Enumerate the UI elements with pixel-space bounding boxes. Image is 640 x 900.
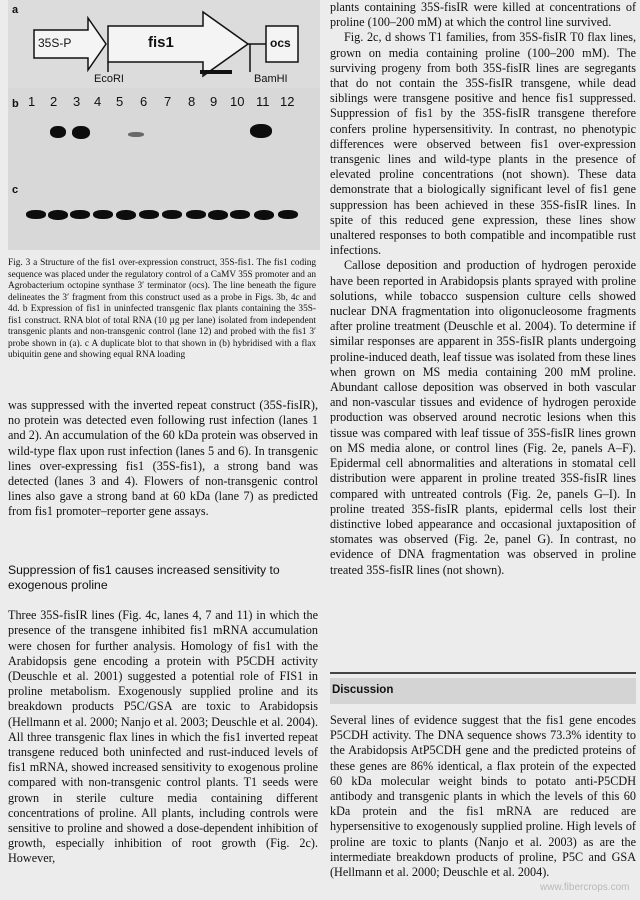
figure-panel-b xyxy=(8,88,320,180)
discussion-heading: Discussion xyxy=(332,684,394,696)
blot-band xyxy=(208,210,228,220)
terminator-label: ocs xyxy=(270,36,291,50)
gene-label: fis1 xyxy=(148,34,174,51)
lane-number: 11 xyxy=(256,94,270,109)
watermark: www.fibercrops.com xyxy=(540,882,630,893)
left-paragraph-2 xyxy=(8,596,318,879)
lane-number: 3 xyxy=(73,94,81,109)
lane-number: 8 xyxy=(188,94,196,109)
blot-band xyxy=(139,210,159,219)
discussion-body xyxy=(330,713,636,880)
discussion-paragraph: Several lines of evidence suggest that the fis1 gene encodes P5CDH activity. The DNA sequence shows 73.3% identity to the Arabidopsis AtP5CDH gene and the predicted proteins of these genes are 86% identical, a flax protein of the expected 60 kDa molecular weight binds to potato anti-P5CDH antibody and transgenic plants in which the levels of this 60 kDa protein and the fis1 mRNA are reduced are hypersensitive to exogenously supplied proline. High levels of proline are toxic to plants (Nanjo et al. 2003) as are the intermediate breakdown products of proline, P5C and GSA (Hellmann et al. 2000; Deuschle et al. 2004). xyxy=(330,713,636,880)
lane-number: 2 xyxy=(50,94,58,109)
lane-number: 10 xyxy=(230,94,245,109)
blot-band xyxy=(116,210,136,220)
blot-band xyxy=(186,210,206,219)
promoter-label: 35S-P xyxy=(38,36,72,50)
lane-number: 5 xyxy=(116,94,124,109)
blot-band xyxy=(50,126,66,138)
paragraph-text: Three 35S-fisIR lines (Fig. 4c, lanes 4, 7 and 11) in which the presence of the transgene inhibited fis1 mRNA accumulation were chosen for further analysis. Homology of fis1 with the Arabidopsis gene encoding a protein with P5CDH activity (Deuschle et al. 2001) suggested a potential role of FIS1 in proline metabolism. Exogenously supplied proline and its breakdown products P5C/GSA are toxic to Arabidopsis (Hellmann et al. 2000; Nanjo et al. 2003; Deuschle et al. 2004). All three transgenic flax lines in which the fis1 inverted repeat transgene reduced both uninfected and rust-induced levels of fis1 mRNA, showed increased sensitivity to exogenous proline compared with non-transgenic control plants. T1 seeds were grown in sterile culture media containing different concentrations of proline. All plants, including controls were sensitive to proline and showed a dose-dependent inhibition of growth, especially inhibition of root growth (Fig. 2c). However, xyxy=(8,608,318,866)
blot-band xyxy=(128,132,144,137)
section-heading: Suppression of fis1 causes increased sensitivity to exogenous proline xyxy=(8,563,280,592)
paragraph-text: was suppressed with the inverted repeat construct (35S-fisIR), no protein was detected even following rust infection (lanes 1 and 2). An accumulation of the 60 kDa protein was observed in wild-type flax upon rust infection (lanes 5 and 6). In transgenic lines over-expressing fis1 (35S-fis1), a strong band was detected (lanes 3 and 4). Flowers of non-transgenic control lines also gave a strong band at 60 kDa (lane 7) as predicted from fis1 promoter–reporter gene assays. xyxy=(8,398,318,519)
figure-caption: Fig. 3 a Structure of the fis1 over-expression construct, 35S-fis1. The fis1 coding sequence was placed under the regulatory control of a CaMV 35S promoter and an Agrobacterium octopine synthase 3′ terminator (ocs). The line beneath the figure delineates the 3′ fragment from this construct used as a probe in Figs. 3b, 4c and 4d. b Expression of fis1 in uninfected transgenic flax plants containing the 35S-fis1 construct. RNA blot of total RNA (10 µg per lane) isolated from independent transgenic plants and non-transgenic control (lane 12) and probed with the fis1 3′ probe shown in (a). c A duplicate blot to that shown in (b) hybridised with a flax ubiquitin gene and showing equal RNA loading xyxy=(8,258,316,360)
panel-b-label: b xyxy=(12,98,19,110)
blot-band xyxy=(254,210,274,220)
right-paragraph-3: Callose deposition and production of hydrogen peroxide have been reported in Arabidopsis plants sprayed with proline solutions, while tobacco suspension culture cells showed nuclear DNA fragmentation into oligonucleosome fragments after proline treatment (Deuschle et al. 2004). To determine if similar responses are apparent in 35S-fisIR plants undergoing proline-induced death, leaf tissue was isolated from these lines when grown on MS media containing 200 mM proline. Abundant callose deposition was observed in both vascular and non-vascular tissues and evidence of hydrogen peroxide production was observed around necrotic lesions when this tissue was compared with leaf tissue of 35S-fisIR lines grown on MS media alone, or control lines (Fig. 2e, panels A–F). Epidermal cell abnormalities and alterations in stomatal cell distribution were apparent in proline treated 35S-fisIR lines compared with untreated controls (Fig. 2e, panels G–I). In proline treated 35S-fisIR plants, epidermal cells lost their distinctive lobed appearance and occasional juxtaposition of stomates was observed (Fig. 2e, panel G). In contrast, no evidence of DNA fragmentation was observed in proline treated 35S-fisIR lines (not shown). xyxy=(330,258,636,577)
blot-band xyxy=(93,210,113,219)
blot-band xyxy=(250,124,272,138)
blot-band xyxy=(70,210,90,219)
lane-number: 6 xyxy=(140,94,148,109)
blot-band xyxy=(26,210,46,219)
lane-number: 12 xyxy=(280,94,295,109)
bamhi-label: BamHI xyxy=(254,73,288,85)
lane-number: 4 xyxy=(94,94,102,109)
ecori-label: EcoRI xyxy=(94,73,124,85)
panel-a-label: a xyxy=(12,4,19,16)
panel-c-label: c xyxy=(12,184,19,196)
left-paragraph-1 xyxy=(8,398,318,520)
right-paragraph-1: plants containing 35S-fisIR were killed at concentrations of proline (100–200 mM) at which the control line survived. xyxy=(330,0,636,30)
blot-band xyxy=(72,126,90,139)
figure-panel-a xyxy=(8,0,320,88)
lane-number: 1 xyxy=(28,94,36,109)
blot-band xyxy=(48,210,68,220)
figure-panel-c xyxy=(8,180,320,250)
figure-3 xyxy=(8,0,320,452)
blot-band xyxy=(230,210,250,219)
probe-bar xyxy=(200,70,232,74)
blot-band xyxy=(162,210,182,219)
right-paragraph-2: Fig. 2c, d shows T1 families, from 35S-fisIR T0 flax lines, grown on media containing proline (100–200 mM). The surviving progeny from both 35S-fisIR lines are segregants that do not contain the 35S-fisIR transgene, while dead siblings were transgene positive and hence fis1 suppressed. Suppression of fis1 by the 35S-fisIR transgene therefore confers proline hypersensitivity. In contrast, no phenotypic differences were observed between fis1 over-expression transgenic lines and wild-type plants in the presence of elevated proline concentrations (not shown). These data demonstrate that a biologically significant level of fis1 gene suppression has been achieved in these 35S-fisIR lines. In spite of this reduced gene expression, these lines show unaltered responses to both compatible and incompatible rust infections. xyxy=(330,30,636,258)
blot-band xyxy=(278,210,298,219)
lane-number: 7 xyxy=(164,94,172,109)
right-column xyxy=(330,0,636,578)
lane-number: 9 xyxy=(210,94,218,109)
gene-arrow xyxy=(108,12,248,76)
section-divider xyxy=(330,672,636,674)
